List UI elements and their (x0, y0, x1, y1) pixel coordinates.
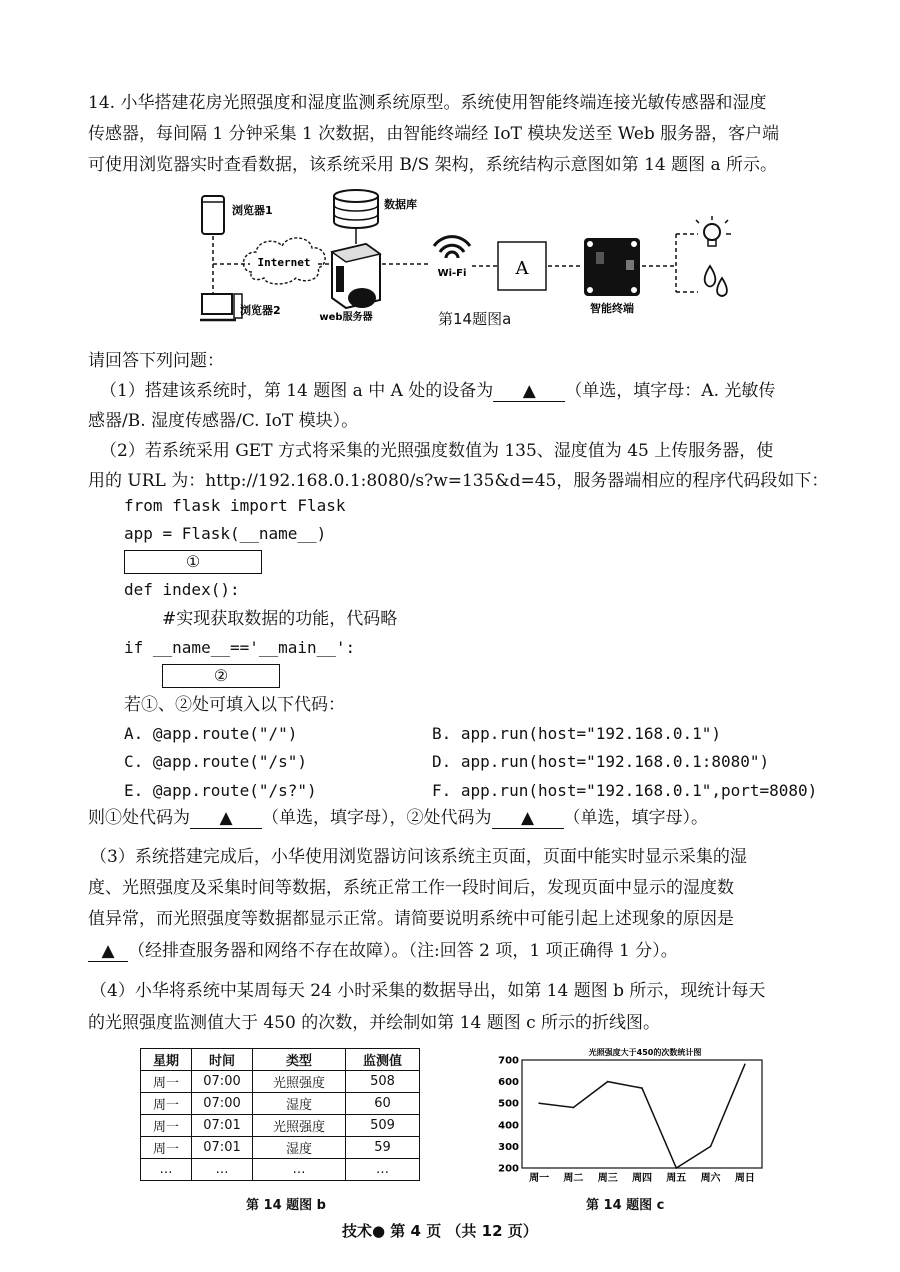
question-intro-line2: 传感器，每间隔 1 分钟采集 1 次数据，由智能终端经 IoT 模块发送至 Web 服务器，客户端 (88, 124, 780, 144)
y-tick-label: 600 (498, 1077, 519, 1089)
x-tick-label: 周五 (666, 1173, 687, 1184)
x-tick-label: 周三 (597, 1173, 618, 1184)
table-cell: 周一 (141, 1115, 192, 1137)
q1-line2: 感器/B. 湿度传感器/C. IoT 模块）。 (88, 411, 359, 431)
y-tick-label: 700 (498, 1055, 519, 1067)
option-a: A. @app.route("/") (124, 724, 298, 743)
x-tick-label: 周一 (529, 1173, 550, 1184)
x-tick-label: 周六 (700, 1173, 721, 1184)
table-row (141, 1137, 420, 1159)
x-tick-label: 周四 (632, 1173, 652, 1184)
web-server-label: web服务器 (319, 312, 373, 323)
wifi-label: Wi-Fi (437, 268, 467, 279)
q2-answer-pre: 则①处代码为 (88, 808, 190, 828)
table-header-row (141, 1049, 420, 1071)
code-line-if: if __name__=='__main__': (124, 638, 356, 657)
table-cell: … (346, 1159, 420, 1181)
x-tick-label: 周二 (563, 1173, 584, 1184)
q1-answer-blank[interactable]: ▲ (493, 381, 565, 402)
table-cell: 07:00 (192, 1071, 253, 1093)
option-d: D. app.run(host="192.168.0.1:8080") (432, 752, 770, 771)
wifi-icon (434, 237, 470, 258)
data-point (744, 1064, 746, 1066)
table-cell: 光照强度 (253, 1071, 346, 1093)
table-header: 时间 (192, 1049, 253, 1071)
table-cell: … (141, 1159, 192, 1181)
code-line-import: from flask import Flask (124, 496, 346, 515)
database-label: 数据库 (384, 198, 417, 211)
option-f: F. app.run(host="192.168.0.1",port=8080) (432, 781, 818, 800)
code-line-comment: #实现获取数据的功能，代码略 (162, 609, 398, 629)
q4-line1: （4）小华将系统中某周每天 24 小时采集的数据导出，如第 14 题图 b 所示，现统计每天 (90, 981, 766, 1001)
q3-line4-text: （经排查服务器和网络不存在故障）。（注:回答 2 项，1 项正确得 1 分）。 (128, 941, 678, 961)
series-line (539, 1064, 745, 1168)
code-blank-2[interactable]: ② (162, 664, 280, 688)
data-point (710, 1146, 712, 1148)
data-point (675, 1167, 677, 1169)
q2-line2: 用的 URL 为：http://192.168.0.1:8080/s?w=135&d=45，服务器端相应的程序代码段如下： (88, 471, 829, 491)
table-row (141, 1115, 420, 1137)
table-row (141, 1071, 420, 1093)
q1-text-pre: （1）搭建该系统时，第 14 题图 a 中 A 处的设备为 (100, 381, 494, 401)
q1-line1 (100, 376, 775, 406)
table-header: 监测值 (346, 1049, 420, 1071)
q2-answer-line (88, 803, 708, 833)
q2-answer-mid: （单选，填字母），②处代码为 (262, 808, 492, 828)
answer-prompt: 请回答下列问题： (88, 351, 224, 371)
question-intro-line1: 14. 小华搭建花房光照强度和湿度监测系统原型。系统使用智能终端连接光敏传感器和湿度 (88, 93, 767, 113)
table-row (141, 1093, 420, 1115)
line-chart (490, 1044, 770, 1192)
table-cell: 59 (346, 1137, 420, 1159)
q2-blank-2[interactable]: ▲ (492, 808, 564, 829)
smart-terminal-icon (584, 238, 640, 296)
q3-line4 (88, 936, 678, 966)
database-icon (334, 190, 378, 228)
table-cell: 周一 (141, 1093, 192, 1115)
option-c: C. @app.route("/s") (124, 752, 308, 771)
table-cell: 07:00 (192, 1093, 253, 1115)
table-cell: 07:01 (192, 1137, 253, 1159)
table-cell: 周一 (141, 1071, 192, 1093)
server-icon (332, 244, 380, 308)
table-cell: 湿度 (253, 1093, 346, 1115)
table-cell: 508 (346, 1071, 420, 1093)
y-tick-label: 200 (498, 1163, 519, 1175)
option-e: E. @app.route("/s?") (124, 781, 317, 800)
q2-line1: （2）若系统采用 GET 方式将采集的光照强度数值为 135、湿度值为 45 上传服务器，使 (100, 441, 774, 461)
code-line-def: def index(): (124, 580, 240, 599)
table-cell: 周一 (141, 1137, 192, 1159)
q3-line3: 值异常，而光照强度等数据都显示正常。请简要说明系统中可能引起上述现象的原因是 (88, 909, 734, 929)
code-line-app: app = Flask(__name__) (124, 524, 327, 543)
page-footer: 技术● 第 4 页 （共 12 页） (342, 1222, 538, 1240)
data-point (641, 1087, 643, 1089)
table-cell: 509 (346, 1115, 420, 1137)
device-a-label: A (515, 258, 529, 279)
question-intro-line3: 可使用浏览器实时查看数据，该系统采用 B/S 架构，系统结构示意图如第 14 题图 a 所示。 (88, 155, 778, 175)
figure-b-caption: 第 14 题图 b (246, 1198, 326, 1213)
y-tick-label: 400 (498, 1120, 519, 1132)
data-point (573, 1107, 575, 1109)
terminal-label: 智能终端 (590, 302, 634, 315)
water-drops-icon (705, 266, 727, 296)
table-cell: 07:01 (192, 1115, 253, 1137)
table-cell: 湿度 (253, 1137, 346, 1159)
browser1-label: 浏览器1 (232, 204, 273, 217)
q3-answer-blank[interactable]: ▲ (88, 941, 128, 962)
y-tick-label: 500 (498, 1098, 519, 1110)
light-bulb-icon (696, 216, 731, 246)
table-row (141, 1159, 420, 1181)
option-b: B. app.run(host="192.168.0.1") (432, 724, 721, 743)
data-point (607, 1081, 609, 1083)
phone-icon (202, 196, 224, 234)
q2-answer-post: （单选，填字母）。 (563, 808, 708, 828)
desktop-computer-icon (200, 294, 242, 320)
table-header: 星期 (141, 1049, 192, 1071)
table-cell: 60 (346, 1093, 420, 1115)
chart-plot-area (522, 1060, 762, 1168)
x-tick-label: 周日 (734, 1173, 755, 1184)
q2-blank-1[interactable]: ▲ (190, 808, 262, 829)
table-cell: … (253, 1159, 346, 1181)
q3-line2: 度、光照强度及采集时间等数据，系统正常工作一段时间后，发现页面中显示的湿度数 (88, 878, 734, 898)
chart-title: 光照强度大于450的次数统计图 (588, 1048, 702, 1057)
data-point (538, 1102, 540, 1104)
q4-line2: 的光照强度监测值大于 450 的次数，并绘制如第 14 题图 c 所示的折线图。 (88, 1013, 661, 1033)
figure-a-caption: 第14题图a (438, 310, 512, 328)
internet-label: Internet (257, 256, 311, 269)
code-blank-1[interactable]: ① (124, 550, 262, 574)
y-tick-label: 300 (498, 1141, 519, 1153)
browser2-label: 浏览器2 (240, 304, 281, 317)
table-cell: 光照强度 (253, 1115, 346, 1137)
q3-line1: （3）系统搭建完成后，小华使用浏览器访问该系统主页面，页面中能实时显示采集的湿 (90, 847, 747, 867)
q1-text-post: （单选，填字母：A. 光敏传 (565, 381, 776, 401)
table-cell: … (192, 1159, 253, 1181)
data-table (140, 1048, 420, 1181)
figure-c-caption: 第 14 题图 c (586, 1198, 665, 1213)
options-intro: 若①、②处可填入以下代码： (124, 695, 345, 715)
table-header: 类型 (253, 1049, 346, 1071)
